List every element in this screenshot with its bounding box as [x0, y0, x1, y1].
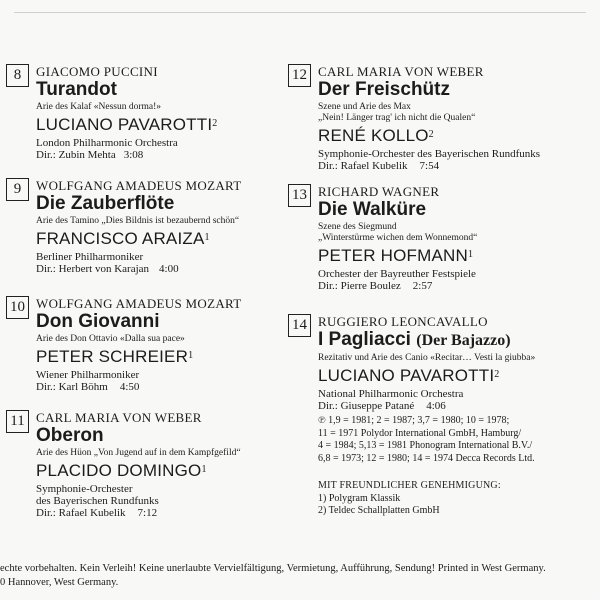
conductor-line — [318, 280, 588, 293]
opera-title: Die Zauberflöte — [36, 193, 175, 214]
opera-title: Der Freischütz — [318, 79, 450, 100]
duration: 3:08 — [123, 149, 144, 161]
conductor: Dir.: Zubin Mehta — [36, 149, 116, 161]
singer — [318, 366, 588, 386]
aria: Szene des Siegmund — [318, 222, 397, 232]
singer-name: LUCIANO PAVAROTTI — [36, 115, 213, 134]
track-number: 9 — [6, 178, 29, 201]
duration: 7:12 — [137, 507, 158, 519]
singer — [36, 461, 290, 481]
footnote-mark: 1 — [204, 232, 210, 243]
conductor-line — [318, 400, 588, 413]
singer — [318, 246, 588, 266]
track-12 — [288, 64, 588, 184]
footnote-mark: 1 — [188, 350, 194, 361]
aria: Arie des Tamino „Dies Bildnis ist bezaubernd schön“ — [36, 216, 240, 226]
conductor: Dir.: Rafael Kubelik — [318, 160, 408, 172]
rights-footer — [0, 562, 600, 590]
credit-line: 11 = 1971 Polydor International GmbH, Hamburg/ — [318, 427, 522, 439]
orchestra: National Philharmonic Orchestra — [318, 388, 464, 400]
singer-name: PETER SCHREIER — [36, 347, 189, 366]
duration: 4:00 — [159, 263, 179, 275]
singer-name: PLACIDO DOMINGO — [36, 461, 202, 480]
duration: 4:06 — [426, 400, 446, 412]
approval-heading: MIT FREUNDLICHER GENEHMIGUNG: — [318, 480, 501, 491]
opera-title-main: I Pagliacci — [318, 329, 411, 350]
singer-name: RENÉ KOLLO — [318, 126, 429, 145]
track-number: 10 — [6, 296, 29, 319]
duration: 4:50 — [119, 381, 140, 393]
opera-title: Die Walküre — [318, 199, 427, 220]
aria: Arie des Don Ottavio «Dalla sua pace» — [36, 334, 185, 344]
track-number: 11 — [6, 410, 29, 433]
conductor-line — [36, 381, 290, 394]
conductor-line — [36, 149, 290, 162]
track-11 — [6, 410, 290, 520]
credit-line: 6,8 = 1973; 12 = 1980; 14 = 1974 Decca Records Ltd. — [318, 452, 535, 464]
credit-line: 4 = 1984; 5,13 = 1981 Phonogram International B.V./ — [318, 440, 533, 451]
composer: CARL MARIA VON WEBER — [318, 64, 484, 79]
orchestra-line-2: des Bayerischen Rundfunks — [36, 495, 159, 507]
aria: Arie des Hüon „Von Jugend auf in dem Kampfgefild“ — [36, 448, 241, 458]
approval-item: 1) Polygram Klassik — [318, 492, 401, 504]
composer: CARL MARIA VON WEBER — [36, 410, 202, 425]
opera-title: Oberon — [36, 425, 104, 446]
composer: RUGGIERO LEONCAVALLO — [318, 314, 488, 329]
aria: Szene und Arie des Max — [318, 102, 411, 112]
approval-item: 2) Teldec Schallplatten GmbH — [318, 505, 440, 516]
opera-title-subtitle: (Der Bajazzo) — [416, 332, 511, 349]
footnote-mark: 2 — [212, 118, 218, 129]
singer — [318, 126, 588, 146]
footnote-mark: 2 — [428, 129, 434, 140]
top-rule — [14, 12, 586, 13]
track-number: 14 — [288, 314, 311, 337]
conductor-line — [318, 160, 588, 173]
copyright-credits — [318, 415, 598, 465]
footer-line: 0 Hannover, West Germany. — [0, 577, 119, 588]
composer: WOLFGANG AMADEUS MOZART — [36, 178, 242, 193]
conductor-line — [36, 263, 290, 276]
singer — [36, 115, 290, 135]
singer-name: LUCIANO PAVAROTTI — [318, 366, 495, 385]
orchestra: Symphonie-Orchester des Bayerischen Rundfunks — [318, 148, 541, 160]
composer: GIACOMO PUCCINI — [36, 64, 158, 79]
conductor: Dir.: Herbert von Karajan — [36, 263, 150, 275]
footnote-mark: 2 — [494, 369, 500, 380]
orchestra: Berliner Philharmoniker — [36, 251, 144, 263]
conductor: Dir.: Karl Böhm — [36, 381, 108, 393]
orchestra: Wiener Philharmoniker — [36, 369, 140, 381]
track-8 — [6, 64, 290, 178]
track-10 — [6, 296, 290, 410]
composer: RICHARD WAGNER — [318, 184, 440, 199]
singer — [36, 347, 290, 367]
track-14 — [288, 314, 588, 413]
conductor: Dir.: Giuseppe Patané — [318, 400, 415, 412]
track-number: 8 — [6, 64, 29, 87]
right-column — [288, 64, 588, 413]
left-column — [6, 64, 290, 520]
approval-notice — [318, 480, 598, 518]
track-9 — [6, 178, 290, 296]
aria: Rezitativ und Arie des Canio «Recitar… Vesti la giubba» — [318, 353, 536, 363]
track-number: 13 — [288, 184, 311, 207]
composer: WOLFGANG AMADEUS MOZART — [36, 296, 242, 311]
singer-name: PETER HOFMANN — [318, 246, 468, 265]
singer-name: FRANCISCO ARAIZA — [36, 229, 205, 248]
duration: 7:54 — [419, 160, 440, 172]
aria-line-2: „Nein! Länger trag' ich nicht die Qualen“ — [318, 113, 476, 123]
singer — [36, 229, 290, 249]
conductor: Dir.: Rafael Kubelik — [36, 507, 126, 519]
opera-title: Don Giovanni — [36, 311, 160, 332]
track-number: 12 — [288, 64, 311, 87]
conductor-line — [36, 507, 290, 520]
track-13 — [288, 184, 588, 314]
footnote-mark: 1 — [467, 249, 474, 260]
aria-line-2: „Winterstürme wichen dem Wonnemond“ — [318, 233, 478, 243]
orchestra: Orchester der Bayreuther Festspiele — [318, 268, 476, 280]
conductor: Dir.: Pierre Boulez — [318, 280, 401, 292]
orchestra: London Philharmonic Orchestra — [36, 137, 178, 149]
aria: Arie des Kalaf «Nessun dorma!» — [36, 102, 162, 112]
orchestra: Symphonie-Orchester — [36, 483, 133, 495]
duration: 2:57 — [412, 280, 433, 292]
footnote-mark: 1 — [201, 464, 207, 475]
opera-title: Turandot — [36, 79, 117, 100]
opera-title — [318, 329, 588, 352]
credit-line: ℗ 1,9 = 1981; 2 = 1987; 3,7 = 1980; 10 = 1978; — [318, 415, 510, 426]
footer-line: echte vorbehalten. Kein Verleih! Keine unerlaubte Vervielfältigung, Vermietung, Aufführung, Sendung! Printed in West Germany. — [0, 563, 546, 574]
